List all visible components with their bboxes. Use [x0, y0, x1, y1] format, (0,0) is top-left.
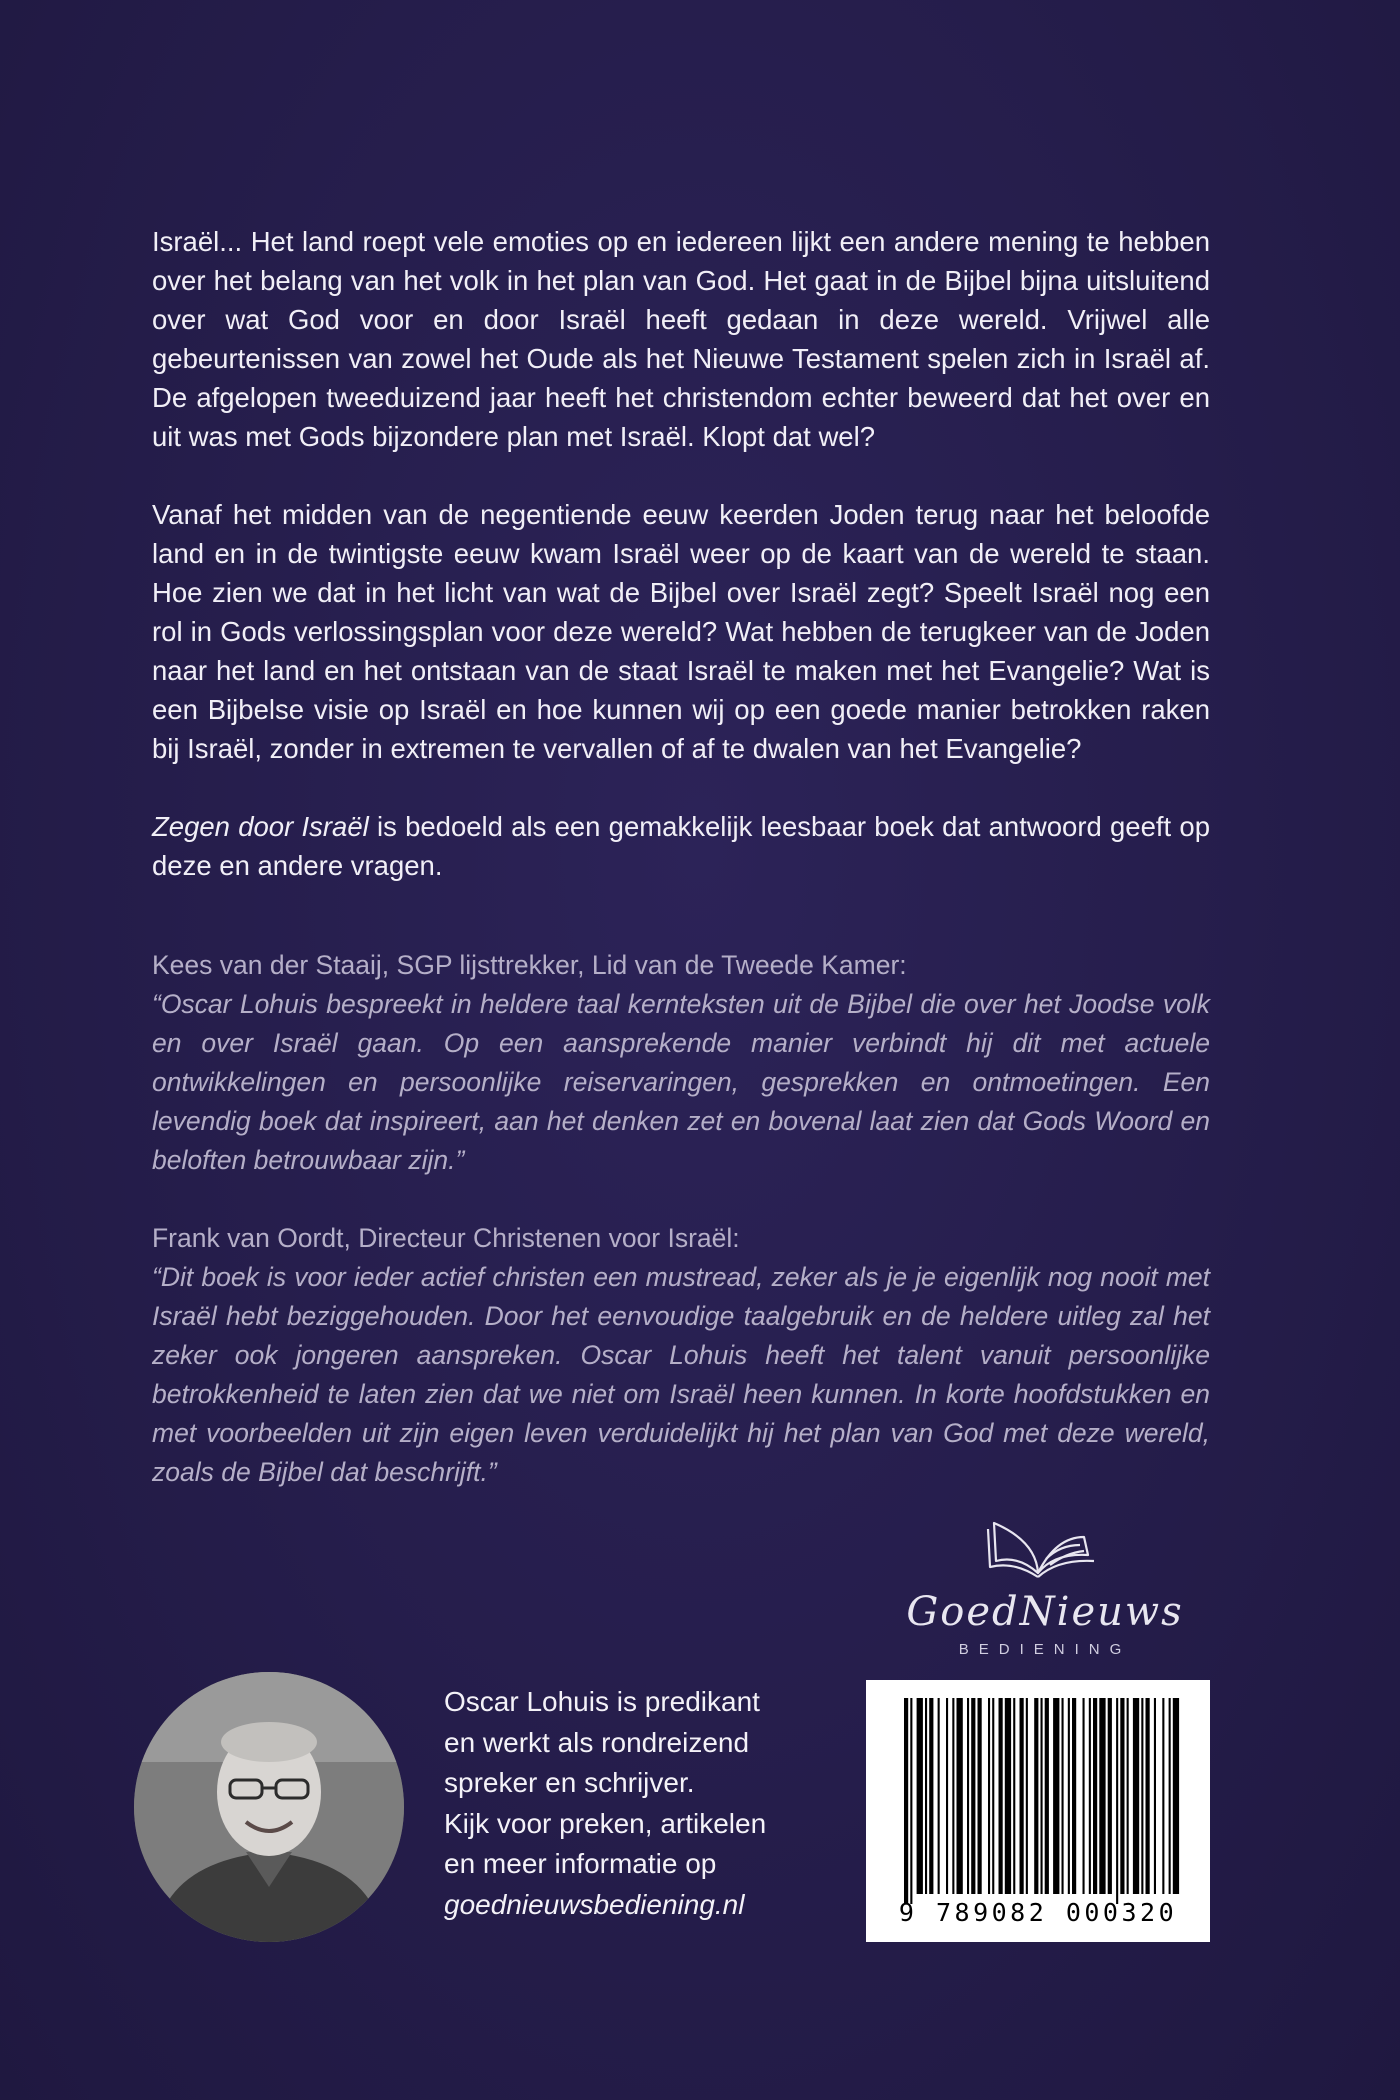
barcode-bar: [1162, 1698, 1164, 1894]
barcode-bar: [1005, 1698, 1011, 1894]
barcode-bar: [917, 1698, 923, 1894]
barcode-bar: [925, 1698, 927, 1894]
barcode-bar: [1116, 1698, 1118, 1904]
barcode-bar: [992, 1698, 994, 1894]
barcode-bar: [1099, 1698, 1105, 1894]
barcode-bar: [971, 1698, 975, 1894]
barcode-bar: [957, 1698, 963, 1894]
author-bio-line: en werkt als rondreizend: [444, 1726, 750, 1758]
barcode-bar: [1072, 1698, 1076, 1894]
barcode-bar: [1133, 1698, 1139, 1894]
barcode-bar: [1062, 1698, 1064, 1894]
open-book-icon: [980, 1515, 1100, 1585]
barcode-bar: [1173, 1698, 1179, 1894]
publisher-logo: [880, 1515, 1210, 1675]
barcode-bar: [1108, 1698, 1112, 1894]
blurb-paragraph-3: [152, 807, 1210, 885]
author-bio-line: en meer informatie op: [444, 1848, 717, 1879]
barcode-bar: [929, 1698, 933, 1894]
reviewer-name: Kees van der Staaij, SGP lijsttrekker, Lid van de Tweede Kamer:: [152, 950, 907, 980]
barcode-bar: [978, 1698, 982, 1894]
barcode-bar: [952, 1698, 954, 1894]
barcode-bar: [1068, 1698, 1070, 1894]
barcode-bar: [1146, 1698, 1150, 1894]
barcode-bar: [967, 1698, 969, 1894]
author-bio: [444, 1682, 824, 1925]
barcode-bar: [1141, 1698, 1143, 1894]
reviewer-name: Frank van Oordt, Directeur Christenen voor Israël:: [152, 1223, 740, 1253]
author-photo: [134, 1672, 404, 1942]
reviews: [152, 946, 1210, 1531]
publisher-subtitle: BEDIENING: [958, 1641, 1132, 1658]
blurb-paragraph-1: Israël... Het land roept vele emoties op en iedereen lijkt een andere mening te hebben over het belang van het volk in het plan van God. Het gaat in de Bijbel bijna uitsluitend over wat God voor en door Israël heeft gedaan in deze wereld. Vrijwel alle gebeurtenissen van zowel het Oude als het Nieuwe Testament spelen zich in Israël af. De afgelopen tweeduizend jaar heeft het christendom echter beweerd dat het over en uit was met Gods bijzondere plan met Israël. Klopt dat wel?: [152, 226, 1210, 452]
barcode-bar: [988, 1698, 990, 1894]
barcode-bar: [1034, 1698, 1038, 1894]
book-title: Zegen door Israël: [152, 811, 369, 842]
barcode-bar: [999, 1698, 1003, 1894]
barcode-bar: [1041, 1698, 1043, 1894]
barcode-bar: [1013, 1698, 1015, 1894]
barcode-bar: [1127, 1698, 1129, 1894]
barcode-bar: [904, 1698, 908, 1904]
author-website-link[interactable]: goednieuwsbediening.nl: [444, 1888, 745, 1920]
isbn-barcode: [866, 1680, 1210, 1942]
barcode-bar: [1093, 1698, 1097, 1894]
barcode-bar: [1089, 1698, 1091, 1894]
barcode-bar: [1169, 1698, 1171, 1894]
barcode-bar: [946, 1698, 948, 1894]
barcode-bar: [1154, 1698, 1156, 1894]
publisher-name: GoedNieuws: [906, 1589, 1184, 1635]
barcode-bar: [1026, 1698, 1028, 1894]
author-bio-line: spreker en schrijver.: [444, 1767, 695, 1798]
author-bio-line: Kijk voor preken, artikelen: [444, 1807, 767, 1839]
barcode-bar: [1053, 1698, 1059, 1894]
blurb-paragraph-3-text: is bedoeld als een gemakkelijk leesbaar boek dat antwoord geeft op deze en andere vragen.: [152, 811, 1210, 881]
isbn-number: 9 789082 000320: [898, 1898, 1178, 1927]
review-quote: “Oscar Lohuis bespreekt in heldere taal kernteksten uit de Bijbel die over het Joodse volk en over Israël gaan. Op een aansprekende manier verbindt hij dit met actuele ontwikkelingen en persoonlijke reiservaringen, gesprekken en ontmoetingen. Een levendig boek dat inspireert, aan het denken zet en bovenal laat zien dat Gods Woord en beloften betrouwbaar zijn.”: [152, 989, 1210, 1175]
author-bio-line: Oscar Lohuis is predikant: [444, 1686, 760, 1717]
blurb: [152, 222, 1210, 924]
review-quote: “Dit boek is voor ieder actief christen een mustread, zeker als je je eigenlijk nog nooit met Israël hebt beziggehouden. Door het eenvoudige taalgebruik en de heldere uitleg zal het zeker ook jongeren aanspreken. Oscar Lohuis heeft het talent vanuit persoonlijke betrokkenheid te laten zien dat we niet om Israël heen kunnen. In korte hoofdstukken en met voorbeelden uit zijn eigen leven verduidelijkt hij het plan van God met deze wereld, zoals de Bijbel dat beschrijft.”: [152, 1262, 1210, 1487]
barcode-bar: [1020, 1698, 1024, 1894]
review: [152, 1219, 1210, 1492]
barcode-bar: [1120, 1698, 1124, 1894]
barcode-bar: [938, 1698, 940, 1894]
blurb-paragraph-2: Vanaf het midden van de negentiende eeuw keerden Joden terug naar het beloofde land en in de twintigste eeuw kwam Israël weer op de kaart van de wereld te staan. Hoe zien we dat in het licht van wat de Bijbel over Israël zegt? Speelt Israël nog een rol in Gods verlossingsplan voor deze wereld? Wat hebben de terugkeer van de Joden naar het land en het ontstaan van de staat Israël te maken met het Evangelie? Wat is een Bijbelse visie op Israël en hoe kunnen wij op een goede manier betrokken raken bij Israël, zonder in extremen te vervallen of af te dwalen van het Evangelie?: [152, 499, 1210, 764]
review: [152, 946, 1210, 1180]
barcode-bar: [1045, 1698, 1049, 1894]
barcode-bar: [1083, 1698, 1085, 1894]
barcode-bar: [910, 1698, 912, 1904]
